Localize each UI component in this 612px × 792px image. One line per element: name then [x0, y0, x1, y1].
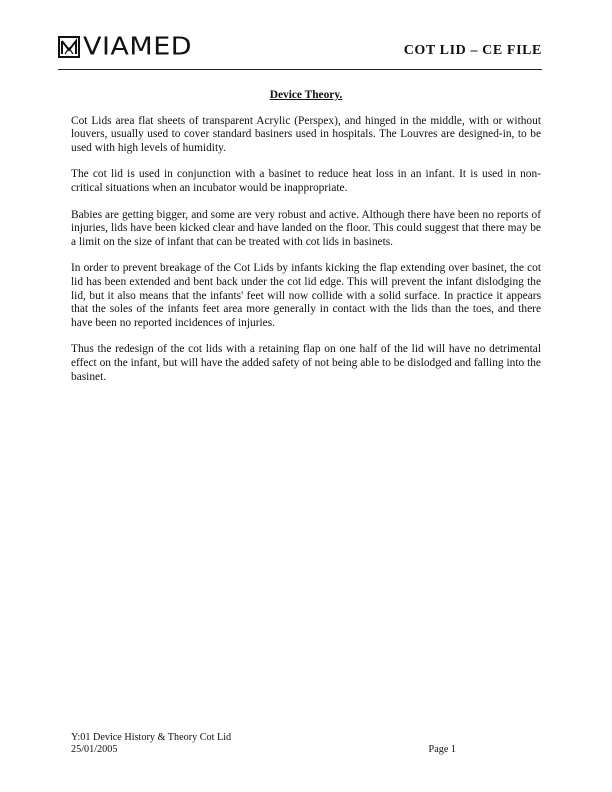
section-heading: Device Theory. [269, 89, 343, 101]
paragraph-3: Babies are getting bigger, and some are very robust and active. Although there have been no reports of injuries, lids have been kicked clear and have landed on the floor. This could suggest that there may be a limit on the size of infant that can be treated with cot lids in basinets. [71, 208, 541, 248]
document-body [71, 89, 541, 397]
paragraph-2: The cot lid is used in conjunction with a basinet to reduce heat loss in an infant. It is used in non-critical situations when an incubator would be inappropriate. [71, 168, 541, 194]
viamed-logo-mark-icon [58, 36, 80, 58]
paragraph-4: In order to prevent breakage of the Cot Lids by infants kicking the flap extending over basinet, the cot lid has been extended and bent back under the cot lid edge. This will prevent the infant dislodging the lid, but it also means that the infants' feet will now collide with a solid surface. In practice it appears that the soles of the infants feet area more generally in contact with the lids than the toes, and there have been no reported incidences of injuries. [71, 262, 541, 329]
paragraph-1: Cot Lids area flat sheets of transparent Acrylic (Perspex), and hinged in the middle, with or without louvers, usually used to cover standard basiners used in hospitals. The Louvres are designed-in, to be used with high levels of humidity. [71, 114, 541, 154]
footer-page-number: Page 1 [428, 743, 456, 755]
footer-date: 25/01/2005 [71, 743, 118, 755]
document-title: COT LID – CE FILE [403, 43, 542, 58]
page-footer [71, 732, 456, 755]
logo-wordmark: VIAMED [83, 32, 193, 61]
footer-file-name: Y:01 Device History & Theory Cot Lid [71, 732, 232, 743]
paragraph-5: Thus the redesign of the cot lids with a retaining flap on one half of the lid will have no detrimental effect on the infant, but will have the added safety of not being able to be dislodged and falling into the basinet. [71, 343, 541, 383]
viamed-logo [58, 32, 193, 61]
header-divider [58, 69, 542, 70]
page-header [58, 30, 542, 70]
